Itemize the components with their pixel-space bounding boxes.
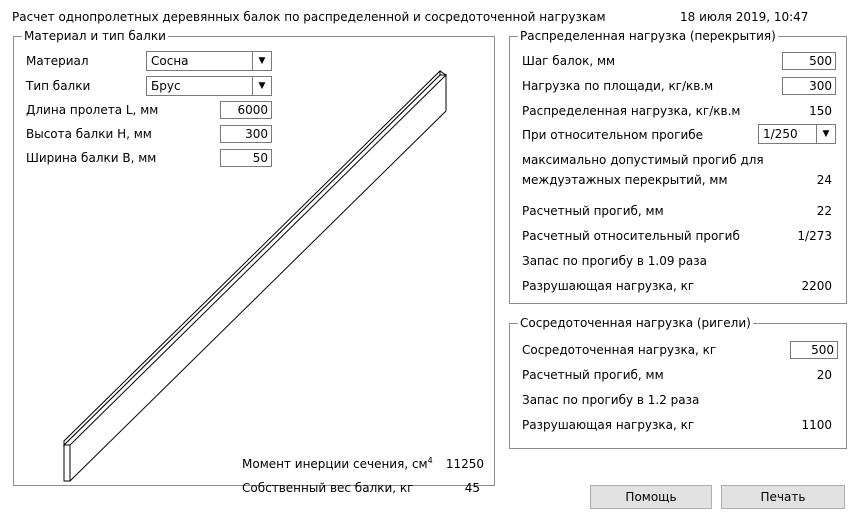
distributed-load-value: 150 xyxy=(809,104,832,118)
inertia-label-text: Момент инерции сечения, см xyxy=(242,457,428,471)
max-deflection-label-line1: максимально допустимый прогиб для xyxy=(522,153,764,167)
point-load-panel xyxy=(509,316,847,449)
material-panel-legend: Материал и тип балки xyxy=(24,29,166,43)
distributed-load-label: Распределенная нагрузка, кг/кв.м xyxy=(522,104,741,118)
max-deflection-label-line2: междуэтажных перекрытий, мм xyxy=(522,173,728,187)
breaking-load-value: 2200 xyxy=(801,279,832,293)
beam-diagram xyxy=(14,37,494,485)
relative-deflection-select[interactable] xyxy=(758,124,836,144)
calc-deflection-value: 22 xyxy=(816,204,832,218)
beam-end-face xyxy=(64,441,70,481)
relative-deflection-value: 1/250 xyxy=(763,127,798,141)
point-load-input[interactable]: 500 xyxy=(790,341,838,359)
width-input[interactable]: 50 xyxy=(220,149,272,167)
breaking-load-label: Разрушающая нагрузка, кг xyxy=(522,279,695,293)
distributed-panel-legend: Распределенная нагрузка (перекрытия) xyxy=(520,29,776,43)
point-breaking-value: 1100 xyxy=(801,418,832,432)
point-breaking-label: Разрушающая нагрузка, кг xyxy=(522,418,695,432)
window-title: Расчет однопролетных деревянных балок по распределенной и сосредоточенной нагрузкам xyxy=(12,10,606,24)
chevron-down-icon[interactable]: ▼ xyxy=(252,77,271,95)
height-label: Высота балки H, мм xyxy=(26,127,152,141)
deflection-margin-text: Запас по прогибу в 1.09 раза xyxy=(522,254,708,268)
width-label: Ширина балки B, мм xyxy=(26,151,157,165)
material-label: Материал xyxy=(26,54,89,68)
relative-deflection-label: При относительном прогибе xyxy=(522,128,704,142)
height-input[interactable]: 300 xyxy=(220,125,272,143)
beam-pitch-label: Шаг балок, мм xyxy=(522,54,616,68)
area-load-label: Нагрузка по площади, кг/кв.м xyxy=(522,79,714,93)
calc-relative-deflection-value: 1/273 xyxy=(797,229,832,243)
beam-type-select-value: Брус xyxy=(151,79,181,93)
material-panel xyxy=(13,29,495,495)
chevron-down-icon[interactable]: ▼ xyxy=(816,125,835,143)
inertia-value: 11250 xyxy=(445,457,484,471)
chevron-down-icon[interactable]: ▼ xyxy=(252,52,271,70)
point-deflection-label: Расчетный прогиб, мм xyxy=(522,368,664,382)
help-button[interactable]: Помощь xyxy=(590,485,712,509)
material-select-value: Сосна xyxy=(151,54,189,68)
date-time: 18 июля 2019, 10:47 xyxy=(680,10,809,24)
inertia-label xyxy=(242,457,433,471)
print-button[interactable]: Печать xyxy=(721,485,845,509)
length-input[interactable]: 6000 xyxy=(220,101,272,119)
calc-deflection-label: Расчетный прогиб, мм xyxy=(522,204,664,218)
point-load-label: Сосредоточенная нагрузка, кг xyxy=(522,343,717,357)
calc-relative-deflection-label: Расчетный относительный прогиб xyxy=(522,229,740,243)
inertia-unit-sup: 4 xyxy=(427,456,433,465)
beam-type-label: Тип балки xyxy=(26,79,91,93)
point-panel-legend: Сосредоточенная нагрузка (ригели) xyxy=(520,316,751,330)
distributed-load-panel xyxy=(509,29,847,304)
max-deflection-value: 24 xyxy=(816,173,832,187)
weight-label: Собственный вес балки, кг xyxy=(242,481,414,495)
weight-value: 45 xyxy=(464,481,480,495)
beam-bottom-edge xyxy=(70,111,446,481)
length-label: Длина пролета L, мм xyxy=(26,103,159,117)
point-deflection-value: 20 xyxy=(816,368,832,382)
point-margin-text: Запас по прогибу в 1.2 раза xyxy=(522,393,700,407)
area-load-input[interactable]: 300 xyxy=(782,77,836,95)
beam-front-face xyxy=(64,75,446,445)
beam-top-face xyxy=(64,71,440,445)
beam-far-top xyxy=(440,71,446,75)
beam-pitch-input[interactable]: 500 xyxy=(782,52,836,70)
